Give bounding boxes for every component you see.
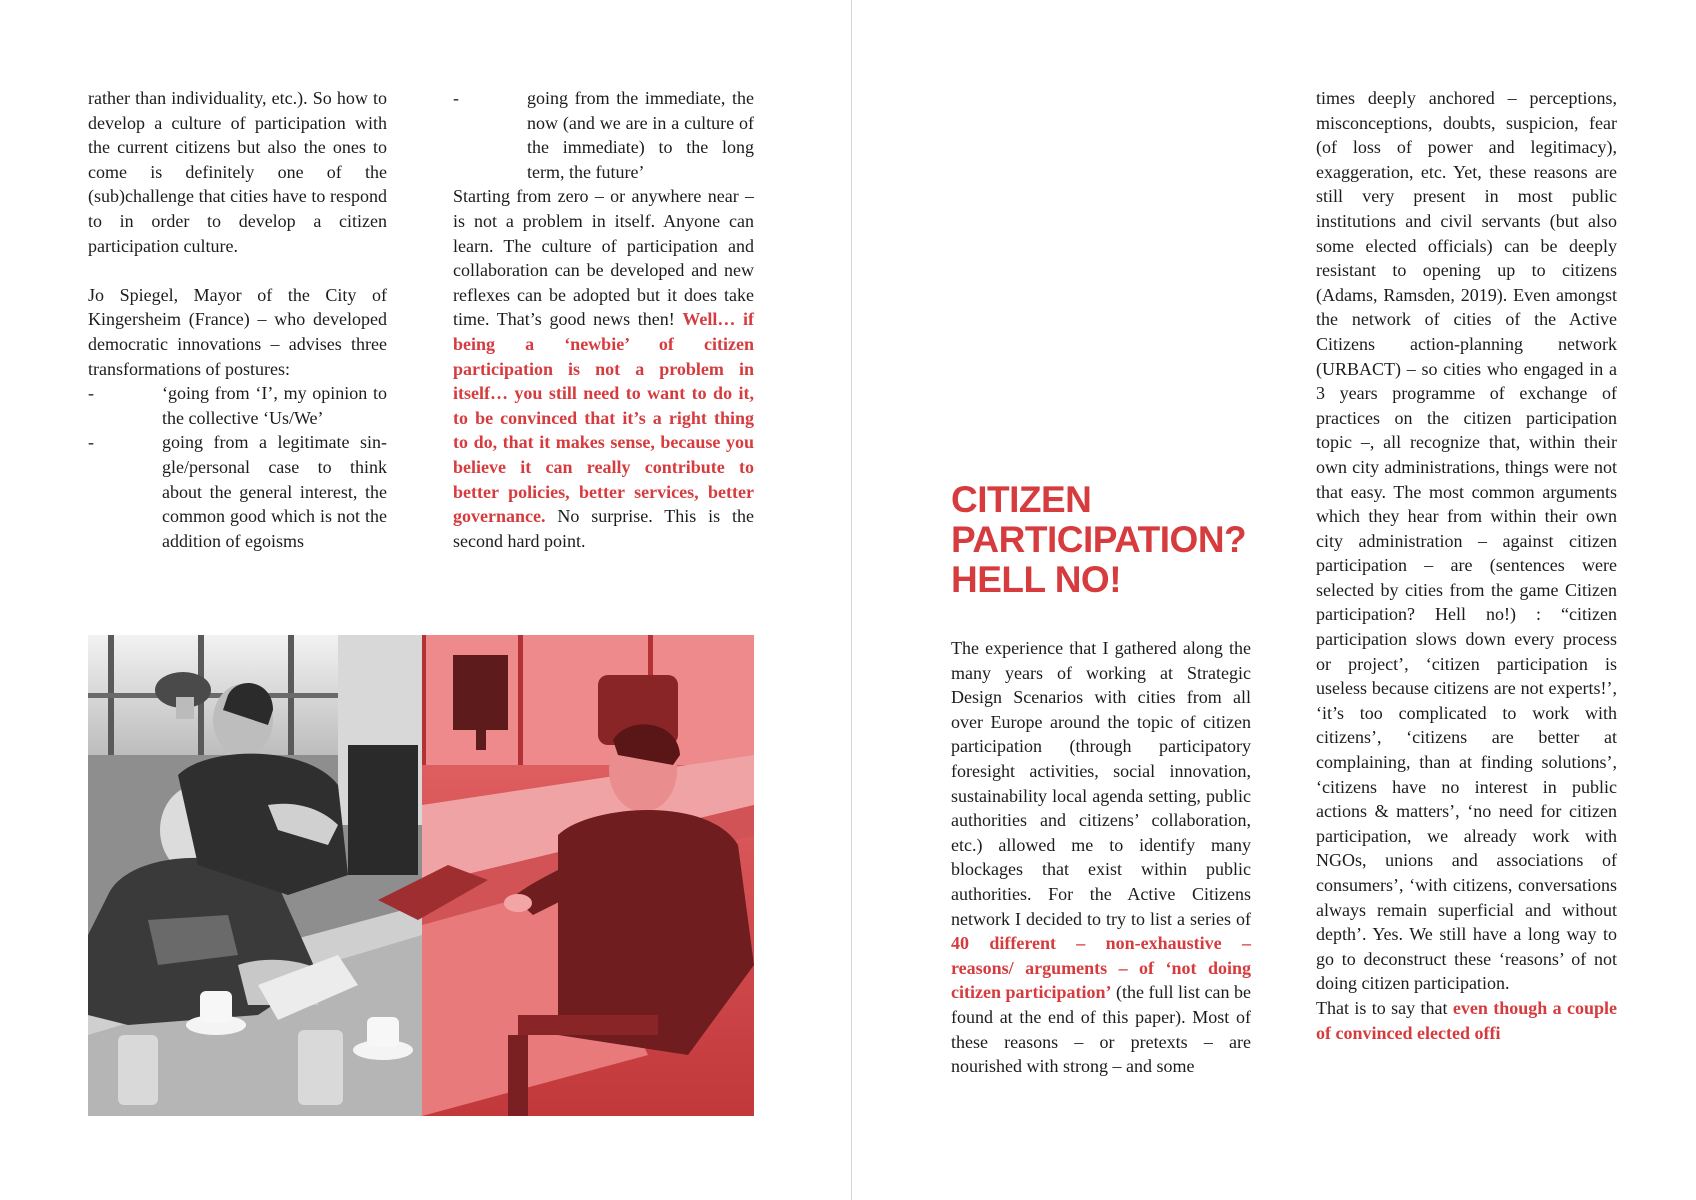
- list-dash: -: [88, 432, 94, 453]
- meeting-photo: [88, 635, 754, 1116]
- list-item-text: going from the immediate, the now (and we are in a culture of the immediate) to the long term, the future’: [527, 88, 754, 182]
- page-gutter: [851, 0, 852, 1200]
- paragraph-reasons: times deeply anchored – perceptions, misconceptions, doubts, suspicion, fear (of loss of power and legitimacy), exaggeration, etc. Yet, these reasons are still very present in most public institutions and civil servants (but also some elected officials) can be deeply resistant to opening up to citizens (Adams, Ramsden, 2019). Even amongst the network of cities of the Active Citizens action-planning network (URBACT) – so cities who engaged in a 3 years programme of exchange of practices on the citizen participation topic –, all recognize that, within their own city administrations, things were not that easy. The most common arguments which they hear from within their own city administration – against citizen participation – are (sentences were selected by cities from the game Citizen participation? Hell no!) : “citizen participation slows down every process or project’, ‘citizen participation is useless because citizens are not experts!’, ‘it’s too complicated to work with citizens’, ‘citizens are better at complaining, than at finding solutions’, ‘citizens have no interest in public actions & matters’, ‘no need for citizen participation, we already work with NGOs, unions and associations of consumers’, ‘with citizens, conversations always remain superficial and without depth’. Yes. We still have a long way to go to deconstruct these ‘reasons’ of not doing citizen participation.: [1316, 88, 1617, 994]
- paragraph-starting-from-zero: Starting from zero – or anywhere near – is not a problem in itself. Anyone can learn. The culture of participation and collaboration can be developed and new reflexes can be adopted but it does take time. That’s good news then! Well… if being a ‘newbie’ of citizen participation is not a problem in itself… you still need to want to do it, to be convinced that it’s a right thing to do, that it makes sense, because you believe it can really contribute to better policies, better services, better governance. No surprise. This is the second hard point.: [453, 186, 754, 551]
- paragraph-culture-of-participation: rather than individuality, etc.). So how to develop a culture of participation with the current citizens but also the ones to come is definitely one of the (sub)challenge that cities have to respond to in order to develop a citizen participation culture.: [88, 88, 387, 256]
- right-column-2: [1316, 86, 1617, 1045]
- highlight-text: even though a couple of convinced elected offi: [1316, 997, 1617, 1043]
- heading-line-1: CITIZEN: [951, 479, 1092, 520]
- left-column-1: [88, 86, 387, 553]
- paragraph-that-is-to-say: That is to say that even though a couple of convinced elected offi: [1316, 997, 1617, 1043]
- list-item: [88, 430, 387, 553]
- highlight-text: 40 different – non-exhaustive – reasons/ arguments – of ‘not doing citizen participation’: [951, 933, 1251, 1003]
- list-item-text: ‘going from ‘I’, my opinion to the collective ‘Us/We’: [162, 383, 387, 428]
- list-item: [88, 381, 387, 430]
- right-column-1: [951, 636, 1251, 1079]
- heading-line-2: PARTICIPATION?: [951, 519, 1247, 560]
- list-dash: -: [453, 88, 459, 108]
- paragraph-experience: The experience that I gathered along the many years of working at Strategic Design Scenarios with cities from all over Europe around the topic of citizen participation (through participatory foresight activities, social innovation, sustainability local agenda setting, public authorities and citizens’ collaboration, etc.) allowed me to identify many blockages that exist within public authorities. For the Active Citizens network I decided to try to list a series of 40 different – non-exhaustive – reasons/ arguments – of ‘not doing citizen participation’ (the full list can be found at the end of this paper). Most of these reasons – or pretexts – are nourished with strong – and some: [951, 638, 1251, 1077]
- heading-line-3: HELL NO!: [951, 559, 1122, 600]
- left-column-2: [453, 86, 754, 553]
- highlight-text: Well… if being a ‘newbie’ of citizen participation is not a problem in itself… you still need to want to do it, to be convinced that it’s a right thing to do, that it makes sense, because you believe it can really contribute to better policies, better services, better governance.: [453, 309, 754, 527]
- list-item-text: going from a legitimate single/personal case to think about the general interest, the common good which is not the addition of egoisms: [162, 432, 387, 551]
- paragraph-jo-spiegel: Jo Spiegel, Mayor of the City of Kingersheim (France) – who developed democratic innovations – advises three transformations of postures:: [88, 284, 387, 379]
- list-dash: -: [88, 383, 94, 404]
- list-item: [453, 86, 754, 184]
- section-heading: [951, 480, 1271, 600]
